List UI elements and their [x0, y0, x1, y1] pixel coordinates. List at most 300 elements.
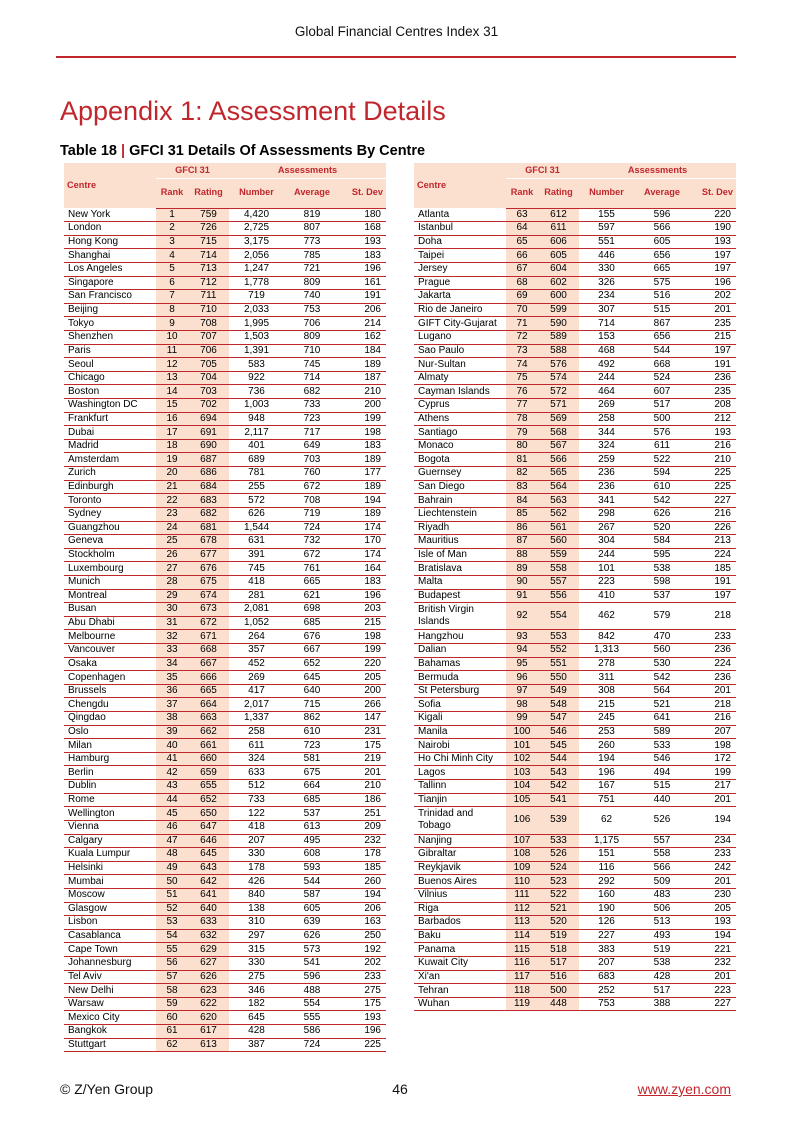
st-dev-cell: 194 [340, 494, 386, 508]
table-row [414, 644, 736, 658]
centre-name: Chicago [64, 371, 156, 385]
rating-cell: 602 [538, 276, 579, 290]
rating-cell: 606 [538, 235, 579, 249]
average-cell: 500 [634, 412, 690, 426]
number-cell: 753 [579, 997, 634, 1011]
rating-cell: 590 [538, 317, 579, 331]
centre-name: Kigali [414, 712, 506, 726]
rating-cell: 642 [188, 875, 229, 889]
table-row [414, 807, 736, 834]
number-cell: 315 [229, 943, 284, 957]
number-cell: 446 [579, 249, 634, 263]
centre-name: Isle of Man [414, 548, 506, 562]
rank-cell: 61 [156, 1025, 188, 1039]
table-row [414, 276, 736, 290]
average-cell: 520 [634, 521, 690, 535]
number-cell: 259 [579, 453, 634, 467]
st-dev-cell: 183 [340, 575, 386, 589]
rating-cell: 707 [188, 330, 229, 344]
rating-cell: 523 [538, 875, 579, 889]
average-cell: 537 [634, 589, 690, 603]
rank-cell: 95 [506, 657, 538, 671]
rank-cell: 29 [156, 589, 188, 603]
st-dev-cell: 202 [340, 957, 386, 971]
st-dev-cell: 201 [690, 970, 736, 984]
average-cell: 807 [284, 222, 340, 236]
st-dev-cell: 168 [340, 222, 386, 236]
number-cell: 719 [229, 290, 284, 304]
number-cell: 418 [229, 820, 284, 834]
average-cell: 558 [634, 848, 690, 862]
st-dev-cell: 266 [340, 698, 386, 712]
average-cell: 575 [634, 276, 690, 290]
st-dev-cell: 197 [690, 262, 736, 276]
centre-name: Jersey [414, 262, 506, 276]
centre-name: Tokyo [64, 317, 156, 331]
rank-cell: 54 [156, 929, 188, 943]
st-dev-cell: 192 [340, 943, 386, 957]
centre-name: Lugano [414, 330, 506, 344]
rank-cell: 99 [506, 712, 538, 726]
table-row [414, 766, 736, 780]
st-dev-cell: 200 [340, 399, 386, 413]
st-dev-cell: 189 [340, 507, 386, 521]
number-cell: 428 [229, 1025, 284, 1039]
number-cell: 597 [579, 222, 634, 236]
rank-cell: 117 [506, 970, 538, 984]
table-row [414, 725, 736, 739]
rank-cell: 18 [156, 439, 188, 453]
centre-name: Bogota [414, 453, 506, 467]
table-row [64, 671, 386, 685]
centre-name: Hamburg [64, 752, 156, 766]
rating-cell: 664 [188, 698, 229, 712]
average-cell: 598 [634, 575, 690, 589]
average-cell: 557 [634, 834, 690, 848]
rating-cell: 632 [188, 929, 229, 943]
rating-cell: 646 [188, 834, 229, 848]
table-row [414, 412, 736, 426]
rank-cell: 109 [506, 861, 538, 875]
st-dev-cell: 199 [340, 644, 386, 658]
st-dev-cell: 260 [340, 875, 386, 889]
st-dev-cell: 201 [690, 793, 736, 807]
centre-name: London [64, 222, 156, 236]
table-row [414, 902, 736, 916]
column-header-rank: Rank [156, 178, 188, 208]
rank-cell: 53 [156, 916, 188, 930]
table-row [64, 1011, 386, 1025]
centre-name: Sydney [64, 507, 156, 521]
number-cell: 236 [579, 480, 634, 494]
centre-name: Santiago [414, 426, 506, 440]
rating-cell: 678 [188, 535, 229, 549]
rating-cell: 759 [188, 208, 229, 222]
average-cell: 668 [634, 358, 690, 372]
rating-cell: 547 [538, 712, 579, 726]
table-body-left [64, 208, 386, 1052]
st-dev-cell: 217 [690, 780, 736, 794]
table-body-right [414, 208, 736, 1011]
average-cell: 544 [634, 344, 690, 358]
st-dev-cell: 189 [340, 453, 386, 467]
table-row [414, 358, 736, 372]
column-group-gfci: GFCI 31 [506, 163, 579, 178]
rating-cell: 677 [188, 548, 229, 562]
average-cell: 483 [634, 888, 690, 902]
rating-cell: 713 [188, 262, 229, 276]
rank-cell: 119 [506, 997, 538, 1011]
rank-cell: 111 [506, 888, 538, 902]
table-row [414, 385, 736, 399]
st-dev-cell: 178 [340, 848, 386, 862]
table-row [414, 344, 736, 358]
rank-cell: 46 [156, 820, 188, 834]
number-cell: 126 [579, 916, 634, 930]
table-row [414, 249, 736, 263]
table-row [64, 630, 386, 644]
rank-cell: 76 [506, 385, 538, 399]
st-dev-cell: 196 [340, 1025, 386, 1039]
centre-name: Ho Chi Minh City [414, 752, 506, 766]
table-row [64, 698, 386, 712]
centre-name: Wellington [64, 807, 156, 821]
centre-name: Bangkok [64, 1025, 156, 1039]
st-dev-cell: 199 [690, 766, 736, 780]
centre-name: Calgary [64, 834, 156, 848]
number-cell: 383 [579, 943, 634, 957]
rating-cell: 574 [538, 371, 579, 385]
average-cell: 819 [284, 208, 340, 222]
rank-cell: 16 [156, 412, 188, 426]
st-dev-cell: 216 [690, 507, 736, 521]
table-row [64, 644, 386, 658]
rank-cell: 60 [156, 1011, 188, 1025]
table-row [64, 875, 386, 889]
table-row [414, 589, 736, 603]
st-dev-cell: 205 [340, 671, 386, 685]
st-dev-cell: 214 [340, 317, 386, 331]
average-cell: 526 [634, 807, 690, 834]
average-cell: 656 [634, 249, 690, 263]
centre-name: Hong Kong [64, 235, 156, 249]
rating-cell: 560 [538, 535, 579, 549]
number-cell: 194 [579, 752, 634, 766]
rating-cell: 448 [538, 997, 579, 1011]
table-row [64, 848, 386, 862]
rating-cell: 704 [188, 371, 229, 385]
rating-cell: 569 [538, 412, 579, 426]
average-cell: 517 [634, 984, 690, 998]
st-dev-cell: 197 [690, 344, 736, 358]
table-row [64, 344, 386, 358]
average-cell: 685 [284, 793, 340, 807]
rank-cell: 24 [156, 521, 188, 535]
centre-name: Cape Town [64, 943, 156, 957]
st-dev-cell: 180 [340, 208, 386, 222]
st-dev-cell: 235 [690, 317, 736, 331]
centre-name: Athens [414, 412, 506, 426]
table-row [64, 888, 386, 902]
average-cell: 524 [634, 371, 690, 385]
st-dev-cell: 199 [340, 412, 386, 426]
column-header-average: Average [284, 178, 340, 208]
number-cell: 842 [579, 630, 634, 644]
average-cell: 555 [284, 1011, 340, 1025]
rank-cell: 52 [156, 902, 188, 916]
number-cell: 344 [579, 426, 634, 440]
number-cell: 2,117 [229, 426, 284, 440]
average-cell: 546 [634, 752, 690, 766]
average-cell: 573 [284, 943, 340, 957]
centre-name: Wuhan [414, 997, 506, 1011]
number-cell: 244 [579, 548, 634, 562]
table-row [64, 807, 386, 821]
rating-cell: 589 [538, 330, 579, 344]
st-dev-cell: 210 [340, 385, 386, 399]
centre-name: Shenzhen [64, 330, 156, 344]
table-row [414, 752, 736, 766]
st-dev-cell: 197 [690, 249, 736, 263]
number-cell: 269 [229, 671, 284, 685]
rank-cell: 114 [506, 929, 538, 943]
rank-cell: 15 [156, 399, 188, 413]
centre-name: San Diego [414, 480, 506, 494]
centre-name: Toronto [64, 494, 156, 508]
rank-cell: 96 [506, 671, 538, 685]
table-row [414, 317, 736, 331]
rating-cell: 567 [538, 439, 579, 453]
st-dev-cell: 189 [340, 358, 386, 372]
st-dev-cell: 231 [340, 725, 386, 739]
table-row [64, 766, 386, 780]
rating-cell: 620 [188, 1011, 229, 1025]
st-dev-cell: 163 [340, 916, 386, 930]
centre-name: Oslo [64, 725, 156, 739]
rating-cell: 556 [538, 589, 579, 603]
st-dev-cell: 174 [340, 548, 386, 562]
rank-cell: 7 [156, 290, 188, 304]
centre-name: Nanjing [414, 834, 506, 848]
centre-name: Malta [414, 575, 506, 589]
rank-cell: 5 [156, 262, 188, 276]
average-cell: 753 [284, 303, 340, 317]
centre-name: Mexico City [64, 1011, 156, 1025]
st-dev-cell: 242 [690, 861, 736, 875]
website-link[interactable]: www.zyen.com [637, 1081, 731, 1097]
st-dev-cell: 223 [690, 984, 736, 998]
st-dev-cell: 226 [690, 521, 736, 535]
average-cell: 515 [634, 780, 690, 794]
rank-cell: 74 [506, 358, 538, 372]
footer-copyright: © Z/Yen Group [60, 1081, 154, 1097]
st-dev-cell: 208 [690, 399, 736, 413]
rating-cell: 557 [538, 575, 579, 589]
table-row [414, 780, 736, 794]
centre-name: Monaco [414, 439, 506, 453]
rating-cell: 710 [188, 303, 229, 317]
table-row [414, 684, 736, 698]
average-cell: 809 [284, 276, 340, 290]
table-row [64, 589, 386, 603]
average-cell: 495 [284, 834, 340, 848]
st-dev-cell: 175 [340, 997, 386, 1011]
rating-cell: 554 [538, 603, 579, 630]
number-cell: 611 [229, 739, 284, 753]
centre-name: Rio de Janeiro [414, 303, 506, 317]
rank-cell: 42 [156, 766, 188, 780]
average-cell: 672 [284, 548, 340, 562]
rating-cell: 518 [538, 943, 579, 957]
number-cell: 1,544 [229, 521, 284, 535]
rating-cell: 521 [538, 902, 579, 916]
st-dev-cell: 212 [690, 412, 736, 426]
st-dev-cell: 177 [340, 467, 386, 481]
average-cell: 542 [634, 494, 690, 508]
rating-cell: 623 [188, 984, 229, 998]
table-row [414, 439, 736, 453]
rank-cell: 72 [506, 330, 538, 344]
average-cell: 596 [634, 208, 690, 222]
rating-cell: 655 [188, 780, 229, 794]
st-dev-cell: 191 [340, 290, 386, 304]
rank-cell: 17 [156, 426, 188, 440]
table-row [414, 712, 736, 726]
number-cell: 631 [229, 535, 284, 549]
table-row [64, 739, 386, 753]
rank-cell: 98 [506, 698, 538, 712]
table-row [64, 603, 386, 617]
rating-cell: 665 [188, 684, 229, 698]
rating-cell: 671 [188, 630, 229, 644]
centre-name: Buenos Aires [414, 875, 506, 889]
table-row [64, 752, 386, 766]
number-cell: 714 [579, 317, 634, 331]
rank-cell: 26 [156, 548, 188, 562]
st-dev-cell: 224 [690, 548, 736, 562]
rank-cell: 39 [156, 725, 188, 739]
centre-name: Frankfurt [64, 412, 156, 426]
rank-cell: 11 [156, 344, 188, 358]
rank-cell: 106 [506, 807, 538, 834]
rank-cell: 40 [156, 739, 188, 753]
rank-cell: 89 [506, 562, 538, 576]
number-cell: 583 [229, 358, 284, 372]
rank-cell: 31 [156, 616, 188, 630]
rank-cell: 88 [506, 548, 538, 562]
number-cell: 3,175 [229, 235, 284, 249]
centre-name: Madrid [64, 439, 156, 453]
number-cell: 245 [579, 712, 634, 726]
page-title: Appendix 1: Assessment Details [60, 96, 446, 126]
rating-cell: 546 [538, 725, 579, 739]
column-header-centre: Centre [64, 163, 156, 208]
centre-name: Melbourne [64, 630, 156, 644]
average-cell: 676 [284, 630, 340, 644]
st-dev-cell: 201 [690, 303, 736, 317]
rank-cell: 110 [506, 875, 538, 889]
rank-cell: 58 [156, 984, 188, 998]
rating-cell: 516 [538, 970, 579, 984]
st-dev-cell: 205 [690, 902, 736, 916]
number-cell: 236 [579, 467, 634, 481]
st-dev-cell: 225 [690, 480, 736, 494]
average-cell: 533 [634, 739, 690, 753]
st-dev-cell: 184 [340, 344, 386, 358]
rank-cell: 68 [506, 276, 538, 290]
rank-cell: 83 [506, 480, 538, 494]
rank-cell: 107 [506, 834, 538, 848]
centre-name: Gibraltar [414, 848, 506, 862]
table-row [64, 507, 386, 521]
number-cell: 512 [229, 780, 284, 794]
number-cell: 4,420 [229, 208, 284, 222]
number-cell: 1,052 [229, 616, 284, 630]
table-row [64, 916, 386, 930]
column-header-rating: Rating [188, 178, 229, 208]
average-cell: 611 [634, 439, 690, 453]
average-cell: 773 [284, 235, 340, 249]
st-dev-cell: 183 [340, 249, 386, 263]
average-cell: 656 [634, 330, 690, 344]
rating-cell: 659 [188, 766, 229, 780]
centre-name: Guangzhou [64, 521, 156, 535]
rating-cell: 559 [538, 548, 579, 562]
number-cell: 1,778 [229, 276, 284, 290]
rank-cell: 80 [506, 439, 538, 453]
table-row [414, 235, 736, 249]
rating-cell: 708 [188, 317, 229, 331]
rating-cell: 629 [188, 943, 229, 957]
st-dev-cell: 196 [340, 262, 386, 276]
average-cell: 494 [634, 766, 690, 780]
st-dev-cell: 191 [690, 575, 736, 589]
rank-cell: 37 [156, 698, 188, 712]
st-dev-cell: 172 [690, 752, 736, 766]
rating-cell: 520 [538, 916, 579, 930]
rank-cell: 92 [506, 603, 538, 630]
rating-cell: 562 [538, 507, 579, 521]
centre-name: Copenhagen [64, 671, 156, 685]
number-cell: 1,175 [579, 834, 634, 848]
rank-cell: 93 [506, 630, 538, 644]
number-cell: 633 [229, 766, 284, 780]
centre-name: Stockholm [64, 548, 156, 562]
rating-cell: 627 [188, 957, 229, 971]
number-cell: 310 [229, 916, 284, 930]
number-cell: 122 [229, 807, 284, 821]
st-dev-cell: 193 [690, 426, 736, 440]
st-dev-cell: 193 [340, 235, 386, 249]
centre-name: Chengdu [64, 698, 156, 712]
centre-name: Hangzhou [414, 630, 506, 644]
centre-name: Baku [414, 929, 506, 943]
table-row [414, 793, 736, 807]
table-row [64, 249, 386, 263]
st-dev-cell: 225 [690, 467, 736, 481]
rating-cell: 652 [188, 793, 229, 807]
average-cell: 554 [284, 997, 340, 1011]
rank-cell: 33 [156, 644, 188, 658]
table-row [414, 399, 736, 413]
centre-name: Tehran [414, 984, 506, 998]
centre-name: Cayman Islands [414, 385, 506, 399]
rating-cell: 588 [538, 344, 579, 358]
average-cell: 428 [634, 970, 690, 984]
centre-name: Nur-Sultan [414, 358, 506, 372]
st-dev-cell: 213 [690, 535, 736, 549]
average-cell: 589 [634, 725, 690, 739]
